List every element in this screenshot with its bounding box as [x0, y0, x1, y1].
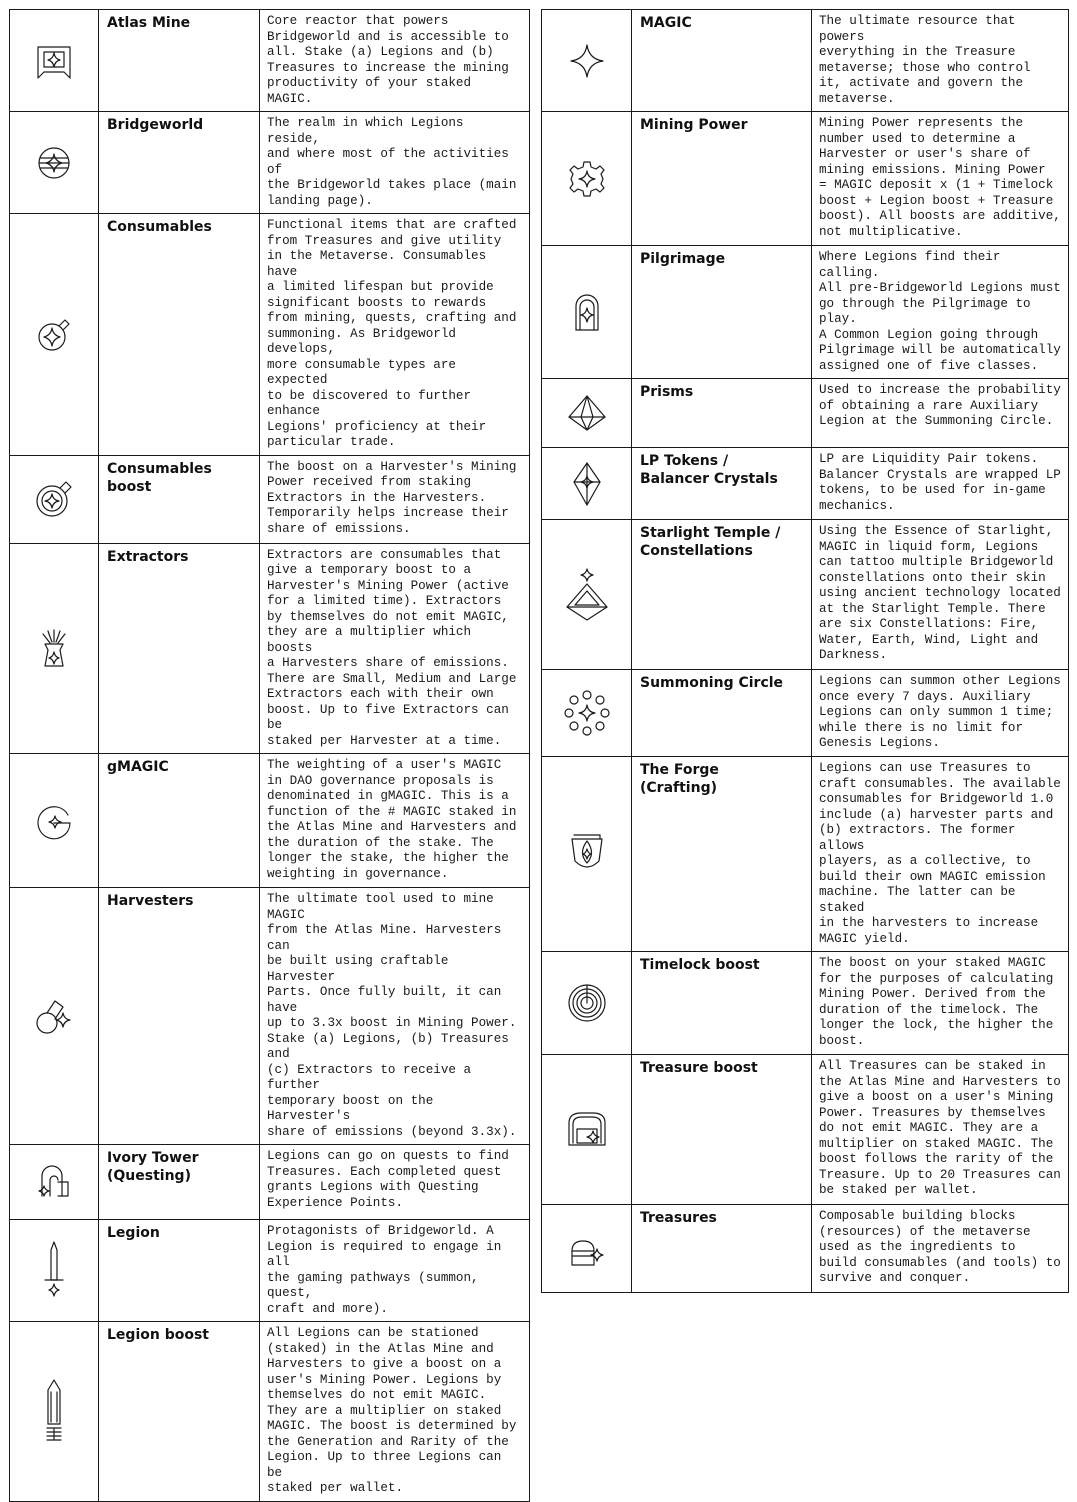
prism-icon: [565, 393, 609, 433]
starlight-temple-icon: [563, 567, 611, 623]
glossary-row: [542, 670, 1069, 757]
glossary-row: [10, 543, 530, 754]
icon-cell: [10, 888, 99, 1145]
term-cell: Starlight Temple / Constellations: [632, 520, 812, 670]
description-cell: Legions can use Treasures to craft consumables. The available consumables for Bridgeworld 1.0 include (a) harvester parts and (b) extractors. The former allows players, as a collective, to build their own MAGIC emission machine. The latter can be staked in the harvesters to increase MAGIC yield.: [812, 757, 1069, 952]
icon-cell: [542, 952, 632, 1055]
term-cell: gMAGIC: [99, 754, 260, 888]
description-cell: Legions can go on quests to find Treasures. Each completed quest grants Legions with Questing Experience Points.: [260, 1145, 530, 1220]
summoning-circle-icon: [563, 689, 611, 737]
icon-cell: [542, 112, 632, 246]
forge-icon: [566, 831, 608, 877]
glossary-table-left: [9, 9, 530, 1502]
term-cell: Prisms: [632, 379, 812, 448]
magic-sparkle-icon: [567, 41, 607, 81]
description-cell: Used to increase the probability of obtaining a rare Auxiliary Legion at the Summoning Circle.: [812, 379, 1069, 448]
harvesters-icon: [33, 995, 75, 1037]
term-cell: Atlas Mine: [99, 10, 260, 112]
crystal-icon: [569, 460, 605, 508]
term-cell: The Forge (Crafting): [632, 757, 812, 952]
description-cell: The boost on your staked MAGIC for the purposes of calculating Mining Power. Derived from the duration of the timelock. The longer the lock, the higher the boost.: [812, 952, 1069, 1055]
legion-boost-icon: [39, 1378, 69, 1444]
glossary-row: [10, 888, 530, 1145]
description-cell: The weighting of a user's MAGIC in DAO governance proposals is denominated in gMAGIC. This is a function of the # MAGIC staked in the Atlas Mine and Harvesters and the duration of the stake. The longer the stake, the higher the weighting in governance.: [260, 754, 530, 888]
pilgrimage-icon: [567, 290, 607, 334]
description-cell: Functional items that are crafted from Treasures and give utility in the Metaverse. Consumables have a limited lifespan but provide significant boosts to rewards from mining, quests, crafting and summoning. As Bridgeworld develops, more consumable types are expected to be discovered to further enhance Legions' proficiency at their particular trade.: [260, 214, 530, 456]
icon-cell: [10, 214, 99, 456]
consumables-boost-icon: [33, 478, 75, 520]
term-cell: Mining Power: [632, 112, 812, 246]
icon-cell: [10, 754, 99, 888]
icon-cell: [542, 520, 632, 670]
description-cell: Using the Essence of Starlight, MAGIC in liquid form, Legions can tattoo multiple Bridgeworld constellations onto their skin using ancient technology located at the Starlight Temple. There are six Constellations: Fire, Water, Earth, Wind, Light and Darkness.: [812, 520, 1069, 670]
term-cell: Legion boost: [99, 1322, 260, 1502]
icon-cell: [542, 379, 632, 448]
icon-cell: [542, 246, 632, 379]
term-cell: LP Tokens / Balancer Crystals: [632, 448, 812, 520]
glossary-row: [542, 379, 1069, 448]
icon-cell: [542, 1055, 632, 1205]
description-cell: All Treasures can be staked in the Atlas Mine and Harvesters to give a boost on a user's Mining Power. Treasures by themselves do not emit MAGIC. They are a multiplier on staked MAGIC. The boost follows the rarity of the Treasure. Up to 20 Treasures can be staked per wallet.: [812, 1055, 1069, 1205]
glossary-row: [10, 10, 530, 112]
description-cell: Where Legions find their calling. All pre-Bridgeworld Legions must go through the Pilgrimage to play. A Common Legion going through Pilgrimage will be automatically assigned one of five classes.: [812, 246, 1069, 379]
term-cell: Consumables: [99, 214, 260, 456]
term-cell: Legion: [99, 1220, 260, 1322]
term-cell: Summoning Circle: [632, 670, 812, 757]
glossary-row: [542, 1055, 1069, 1205]
gmagic-icon: [34, 801, 74, 841]
term-cell: Ivory Tower (Questing): [99, 1145, 260, 1220]
description-cell: Composable building blocks (resources) of the metaverse used as the ingredients to build consumables (and tools) to survive and conquer.: [812, 1205, 1069, 1293]
term-cell: Bridgeworld: [99, 112, 260, 214]
term-cell: Pilgrimage: [632, 246, 812, 379]
glossary-left-column: [9, 9, 530, 1502]
term-cell: MAGIC: [632, 10, 812, 112]
icon-cell: [10, 10, 99, 112]
icon-cell: [10, 112, 99, 214]
description-cell: Mining Power represents the number used to determine a Harvester or user's share of mining emissions. Mining Power = MAGIC deposit x (1 + Timelock boost + Legion boost + Treasure boost). All boosts are additive, not multiplicative.: [812, 112, 1069, 246]
description-cell: Core reactor that powers Bridgeworld and is accessible to all. Stake (a) Legions and (b) Treasures to increase the mining productivity of your staked MAGIC.: [260, 10, 530, 112]
glossary-row: [542, 246, 1069, 379]
glossary-row: [542, 1205, 1069, 1293]
glossary-row: [10, 1220, 530, 1322]
icon-cell: [542, 670, 632, 757]
term-cell: Consumables boost: [99, 455, 260, 543]
treasures-icon: [567, 1229, 607, 1269]
icon-cell: [10, 1322, 99, 1502]
treasure-boost-icon: [563, 1107, 611, 1153]
description-cell: All Legions can be stationed (staked) in the Atlas Mine and Harvesters to give a boost on a user's Mining Power. Legions by themselves do not emit MAGIC. They are a multiplier on staked MAGIC. The boost is determined by the Generation and Rarity of the Legion. Up to three Legions can be staked per wallet.: [260, 1322, 530, 1502]
description-cell: The ultimate tool used to mine MAGIC from the Atlas Mine. Harvesters can be built using craftable Harvester Parts. Once fully built, it can have up to 3.3x boost in Mining Power. Stake (a) Legions, (b) Treasures and (c) Extractors to receive a further temporary boost on the Harvester's share of emissions (beyond 3.3x).: [260, 888, 530, 1145]
description-cell: The ultimate resource that powers everything in the Treasure metaverse; those who control it, activate and govern the metaverse.: [812, 10, 1069, 112]
term-cell: Treasure boost: [632, 1055, 812, 1205]
description-cell: The realm in which Legions reside, and where most of the activities of the Bridgeworld takes place (main landing page).: [260, 112, 530, 214]
atlas-mine-icon: [34, 41, 74, 81]
mining-power-icon: [567, 159, 607, 199]
term-cell: Treasures: [632, 1205, 812, 1293]
glossary-row: [542, 757, 1069, 952]
description-cell: LP are Liquidity Pair tokens. Balancer Crystals are wrapped LP tokens, to be used for in-game mechanics.: [812, 448, 1069, 520]
icon-cell: [542, 10, 632, 112]
description-cell: The boost on a Harvester's Mining Power received from staking Extractors in the Harvesters. Temporarily helps increase their share of emissions.: [260, 455, 530, 543]
description-cell: Legions can summon other Legions once every 7 days. Auxiliary Legions can only summon 1 time; while there is no limit for Genesis Legions.: [812, 670, 1069, 757]
glossary-row: [10, 1322, 530, 1502]
description-cell: Extractors are consumables that give a temporary boost to a Harvester's Mining Power (active for a limited time). Extractors by themselves do not emit MAGIC, they are a multiplier which boosts a Harvesters share of emissions. There are Small, Medium and Large Extractors each with their own boost. Up to five Extractors can be staked per Harvester at a time.: [260, 543, 530, 754]
glossary-row: [542, 10, 1069, 112]
term-cell: Harvesters: [99, 888, 260, 1145]
legion-sword-icon: [39, 1240, 69, 1302]
glossary-table-right: [541, 9, 1069, 1293]
glossary-row: [542, 448, 1069, 520]
icon-cell: [10, 455, 99, 543]
description-cell: Protagonists of Bridgeworld. A Legion is required to engage in all the gaming pathways (summon, quest, craft and more).: [260, 1220, 530, 1322]
bridgeworld-icon: [34, 143, 74, 183]
icon-cell: [542, 757, 632, 952]
glossary-row: [542, 112, 1069, 246]
timelock-icon: [566, 982, 608, 1024]
glossary-row: [542, 520, 1069, 670]
icon-cell: [10, 1145, 99, 1220]
glossary-row: [10, 112, 530, 214]
glossary-right-column: [541, 9, 1069, 1293]
icon-cell: [542, 448, 632, 520]
icon-cell: [542, 1205, 632, 1293]
icon-cell: [10, 1220, 99, 1322]
consumables-icon: [34, 314, 74, 354]
term-cell: Timelock boost: [632, 952, 812, 1055]
glossary-row: [10, 214, 530, 456]
glossary-row: [10, 455, 530, 543]
glossary-row: [542, 952, 1069, 1055]
glossary-row: [10, 1145, 530, 1220]
icon-cell: [10, 543, 99, 754]
ivory-tower-icon: [34, 1162, 74, 1202]
glossary-row: [10, 754, 530, 888]
term-cell: Extractors: [99, 543, 260, 754]
extractors-icon: [34, 626, 74, 670]
